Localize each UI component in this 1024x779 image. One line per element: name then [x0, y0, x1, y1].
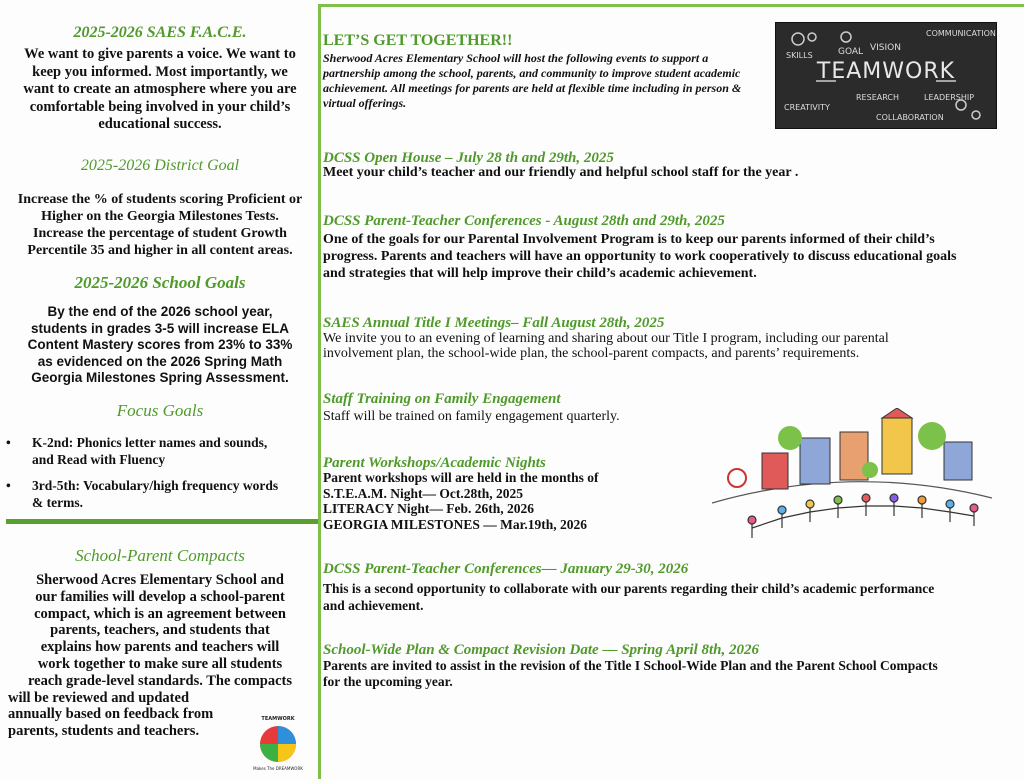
event-body: [323, 580, 1018, 614]
teamwork-word: TEAMWORK: [816, 59, 956, 84]
school-goal-line: as evidenced on the 2026 Spring Math: [37, 353, 283, 369]
event-line: GEORGIA MILESTONES — Mar.19th, 2026: [323, 516, 588, 532]
event-line: Parents are invited to assist in the revision of the Title I School-Wide Plan and the Parent School Compacts: [323, 658, 938, 673]
event-title: School-Wide Plan & Compact Revision Date — Spring April 8th, 2026: [323, 642, 760, 658]
teamwork-label: SKILLS: [786, 51, 813, 60]
event-line: Staff will be trained on family engagement quarterly.: [323, 409, 620, 424]
face-title: 2025-2026 SAES F.A.C.E.: [73, 24, 247, 41]
compacts-line: parents, students and teachers.: [8, 723, 200, 740]
teamwork-label: GOAL: [838, 47, 864, 57]
teamwork-label: CREATIVITY: [784, 103, 830, 112]
intro-line: partnership among the school, parents, and community to improve student academic: [323, 66, 741, 80]
teamwork-image: [775, 22, 997, 129]
intro-line: Sherwood Acres Elementary School will host the following events to support a: [323, 51, 709, 65]
event-body: [323, 658, 1018, 689]
intro-line: virtual offerings.: [323, 96, 407, 110]
event-line: progress. Parents and teachers will have an opportunity to work cooperatively to discuss educational goals: [323, 249, 957, 264]
event-title: DCSS Open House – July 28 th and 29th, 2025: [323, 150, 614, 166]
face-line: educational success.: [98, 116, 222, 132]
teamwork-label: RESEARCH: [856, 93, 899, 102]
top-rule: [321, 4, 1024, 7]
compacts-line: compact, which is an agreement between: [34, 605, 286, 622]
teamwork-label: COLLABORATION: [876, 113, 944, 122]
event-title: Staff Training on Family Engagement: [323, 391, 561, 407]
gear-icon: [776, 23, 996, 128]
puzzle-piece: [278, 744, 296, 762]
event-line: Parent workshops will are held in the months of: [323, 470, 599, 485]
face-paragraph: [4, 46, 316, 134]
event-body: [323, 470, 713, 532]
event-line: Meet your child’s teacher and our friendly and helpful school staff for the year .: [323, 165, 799, 180]
compacts-line: Sherwood Acres Elementary School and: [36, 572, 284, 588]
face-line: We want to give parents a voice. We want to: [24, 46, 296, 62]
event-line: for the upcoming year.: [323, 673, 453, 689]
logo-bottom-text: Makes The DREAMWORK: [253, 766, 303, 771]
face-line: want to create an atmosphere where you are: [23, 81, 297, 97]
event-line: S.T.E.A.M. Night— Oct.28th, 2025: [323, 485, 524, 501]
compacts-line: work together to make sure all students: [37, 655, 283, 672]
event-line: This is a second opportunity to collaborate with our parents regarding their child’s academic performance: [323, 581, 935, 596]
event-title: DCSS Parent-Teacher Conferences - August 28th and 29th, 2025: [323, 213, 725, 229]
compacts-line: explains how parents and teachers will: [40, 639, 280, 656]
section-divider: [6, 519, 318, 524]
bullet-icon: •: [6, 478, 11, 493]
district-goal-title: 2025-2026 District Goal: [80, 157, 240, 174]
lets-get-together-heading: LET’S GET TOGETHER!!: [323, 32, 513, 49]
intro-paragraph: [323, 51, 773, 111]
district-line: Percentile 35 and higher in all content areas.: [27, 243, 293, 258]
school-goal-line: students in grades 3-5 will increase ELA: [30, 320, 290, 336]
district-line: Higher on the Georgia Milestones Tests.: [41, 209, 279, 224]
intro-line: achievement. All meetings for parents are held at flexible time including in person &: [323, 81, 742, 95]
event-line: and achievement.: [323, 598, 424, 613]
focus-bullet: • 3rd-5th: Vocabulary/high frequency words & terms.: [6, 478, 279, 510]
logo-top-text: TEAMWORK: [261, 716, 295, 722]
school-goal-line: Georgia Milestones Spring Assessment.: [31, 370, 289, 385]
focus-bullet: • K-2nd: Phonics letter names and sounds, and Read with Fluency: [6, 435, 268, 467]
compacts-line: parents, teachers, and students that: [50, 622, 270, 639]
district-line: Increase the % of students scoring Proficient or: [17, 192, 303, 207]
teamwork-label: COMMUNICATION: [926, 29, 996, 38]
event-body: [323, 231, 1018, 282]
district-line: Increase the percentage of student Growth: [33, 226, 287, 241]
school-goals-title: 2025-2026 School Goals: [74, 273, 246, 292]
school-goals-paragraph: [4, 304, 316, 387]
compacts-line: reach grade-level standards. The compacts: [27, 672, 293, 689]
event-title: SAES Annual Title I Meetings– Fall August 28th, 2025: [323, 315, 665, 331]
district-goal-paragraph: [4, 191, 316, 259]
focus-goals-title: Focus Goals: [116, 401, 204, 420]
event-line: We invite you to an evening of learning and sharing about our Title I program, including our parental: [323, 331, 889, 346]
teamwork-puzzle-logo: [252, 712, 304, 776]
event-line: One of the goals for our Parental Involvement Program is to keep our parents informed of their child’s: [323, 232, 935, 247]
bullet-icon: •: [6, 435, 11, 450]
puzzle-piece: [278, 726, 296, 744]
puzzle-piece: [260, 744, 278, 762]
face-line: keep you informed. Most importantly, we: [32, 63, 288, 80]
column-divider: [318, 4, 321, 779]
event-body: [323, 331, 1018, 361]
compacts-line: will be reviewed and updated: [8, 689, 190, 706]
event-title: DCSS Parent-Teacher Conferences— January 29-30, 2026: [323, 561, 689, 577]
teamwork-label: LEADERSHIP: [924, 93, 975, 102]
compacts-line: our families will develop a school-parent: [35, 588, 285, 605]
event-line: involvement plan, the school-wide plan, the school-parent compacts, and parents’ requirements.: [323, 346, 860, 361]
event-line: and strategies that will help improve their child’s academic achievement.: [323, 266, 757, 281]
face-line: comfortable being involved in your child’s: [29, 98, 291, 115]
event-title: Parent Workshops/Academic Nights: [323, 455, 546, 471]
school-goal-line: Content Mastery scores from 23% to 33%: [27, 337, 293, 352]
event-body: [323, 164, 1018, 181]
event-line: LITERACY Night— Feb. 26th, 2026: [323, 501, 535, 516]
compacts-line: annually based on feedback from: [8, 706, 214, 723]
school-goal-line: By the end of the 2026 school year,: [47, 304, 273, 319]
teamwork-label: VISION: [870, 43, 901, 53]
compacts-title: School-Parent Compacts: [75, 546, 245, 565]
community-illustration: [712, 408, 992, 548]
